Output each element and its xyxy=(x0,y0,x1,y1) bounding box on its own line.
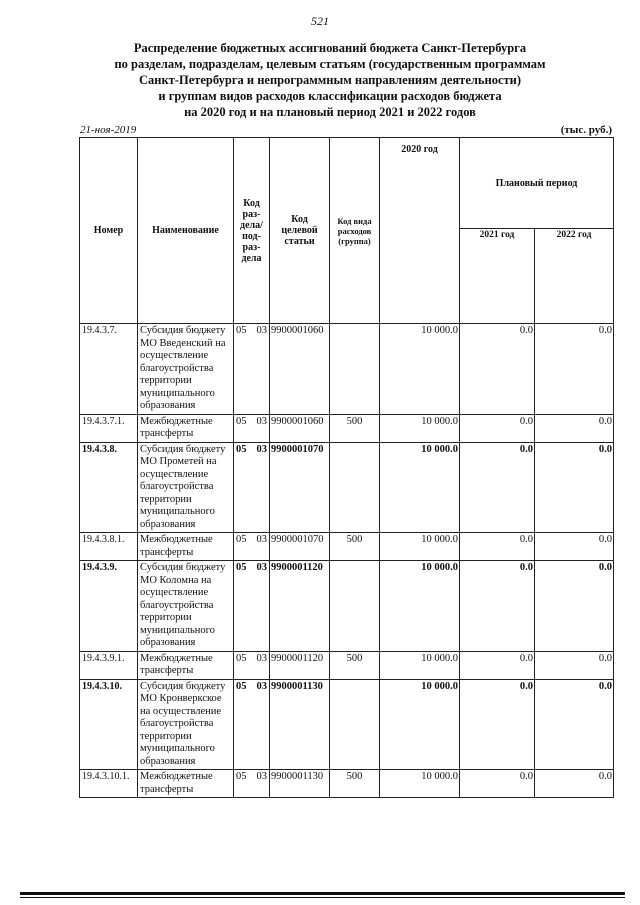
table-row xyxy=(80,414,614,442)
header-name: Наименование xyxy=(138,138,234,324)
row-amount-2020: 10 000.0 xyxy=(380,533,460,561)
footer-rule-thin xyxy=(20,897,625,898)
row-number: 19.4.3.8. xyxy=(80,442,138,533)
row-amount-2022: 0.0 xyxy=(535,533,614,561)
row-razdel xyxy=(234,770,270,798)
row-amount-2021: 0.0 xyxy=(460,442,535,533)
row-razdel-code: 05 xyxy=(236,680,247,692)
row-razdel-code: 05 xyxy=(236,562,247,573)
row-razdel-code: 05 xyxy=(236,443,247,455)
row-target-code: 9900001130 xyxy=(270,770,330,798)
row-podrazdel-code: 03 xyxy=(256,652,267,664)
row-vid-code xyxy=(330,679,380,770)
row-target-code: 9900001070 xyxy=(270,442,330,533)
header-2021: 2021 год xyxy=(460,229,535,324)
header-plan-period: Плановый период xyxy=(460,138,614,229)
row-podrazdel-code: 03 xyxy=(256,325,267,336)
row-amount-2021: 0.0 xyxy=(460,651,535,679)
row-amount-2022: 0.0 xyxy=(535,679,614,770)
row-razdel xyxy=(234,561,270,652)
row-name: Субсидия бюджету МО Введенский на осуществление благоустройства территории муниципального образования xyxy=(138,324,234,415)
table-row xyxy=(80,561,614,652)
row-razdel xyxy=(234,442,270,533)
title-line: и группам видов расходов классификации расходов бюджета xyxy=(158,89,502,103)
row-amount-2020: 10 000.0 xyxy=(380,414,460,442)
header-number: Номер xyxy=(80,138,138,324)
row-podrazdel-code: 03 xyxy=(256,680,267,692)
row-amount-2020: 10 000.0 xyxy=(380,324,460,415)
title-line: Распределение бюджетных ассигнований бюджета Санкт-Петербурга xyxy=(133,41,527,55)
row-target-code: 9900001120 xyxy=(270,561,330,652)
document-date: 21-ноя-2019 xyxy=(80,124,137,136)
row-amount-2021: 0.0 xyxy=(460,770,535,798)
row-number: 19.4.3.10.1. xyxy=(80,770,138,798)
table-row xyxy=(80,324,614,415)
page-number: 521 xyxy=(311,14,329,28)
row-name: Субсидия бюджету МО Прометей на осуществление благоустройства территории муниципального образования xyxy=(138,442,234,533)
header-2022: 2022 год xyxy=(535,229,614,324)
row-name: Межбюджетные трансферты xyxy=(138,533,234,561)
row-podrazdel-code: 03 xyxy=(256,771,267,782)
units-label: (тыс. руб.) xyxy=(560,124,612,136)
row-vid-code xyxy=(330,442,380,533)
row-razdel-code: 05 xyxy=(236,652,247,664)
row-name: Субсидия бюджету МО Коломна на осуществление благоустройства территории муниципального образования xyxy=(138,561,234,652)
row-amount-2021: 0.0 xyxy=(460,533,535,561)
row-target-code: 9900001070 xyxy=(270,533,330,561)
row-amount-2020: 10 000.0 xyxy=(380,442,460,533)
row-razdel-code: 05 xyxy=(236,325,247,336)
row-podrazdel-code: 03 xyxy=(256,443,267,455)
row-target-code: 9900001060 xyxy=(270,414,330,442)
row-number: 19.4.3.7. xyxy=(80,324,138,415)
row-razdel-code: 05 xyxy=(236,534,247,545)
row-amount-2022: 0.0 xyxy=(535,770,614,798)
row-vid-code: 500 xyxy=(330,770,380,798)
row-vid-code: 500 xyxy=(330,414,380,442)
row-vid-code: 500 xyxy=(330,533,380,561)
document-title xyxy=(70,40,590,120)
row-number: 19.4.3.10. xyxy=(80,679,138,770)
row-amount-2022: 0.0 xyxy=(535,651,614,679)
header-razdel: Код раз-дела/ под-раз-дела xyxy=(234,138,270,324)
row-vid-code xyxy=(330,561,380,652)
row-razdel xyxy=(234,651,270,679)
row-vid-code xyxy=(330,324,380,415)
row-amount-2022: 0.0 xyxy=(535,561,614,652)
budget-table xyxy=(79,137,614,798)
row-razdel-code: 05 xyxy=(236,415,247,427)
row-amount-2022: 0.0 xyxy=(535,414,614,442)
row-razdel xyxy=(234,679,270,770)
row-amount-2022: 0.0 xyxy=(535,324,614,415)
row-amount-2020: 10 000.0 xyxy=(380,679,460,770)
table-row xyxy=(80,770,614,798)
row-razdel xyxy=(234,324,270,415)
row-amount-2022: 0.0 xyxy=(535,442,614,533)
header-2020: 2020 год xyxy=(380,138,460,324)
table-row xyxy=(80,442,614,533)
row-name: Межбюджетные трансферты xyxy=(138,770,234,798)
row-amount-2020: 10 000.0 xyxy=(380,770,460,798)
row-target-code: 9900001120 xyxy=(270,651,330,679)
row-target-code: 9900001060 xyxy=(270,324,330,415)
title-line: на 2020 год и на плановый период 2021 и 2022 годов xyxy=(184,105,476,119)
row-amount-2021: 0.0 xyxy=(460,679,535,770)
row-razdel xyxy=(234,533,270,561)
title-line: по разделам, подразделам, целевым статьям (государственным программам xyxy=(114,57,546,71)
row-name: Межбюджетные трансферты xyxy=(138,414,234,442)
footer-rule xyxy=(20,892,625,895)
row-amount-2020: 10 000.0 xyxy=(380,651,460,679)
row-amount-2021: 0.0 xyxy=(460,561,535,652)
row-vid-code: 500 xyxy=(330,651,380,679)
table-row xyxy=(80,679,614,770)
row-amount-2020: 10 000.0 xyxy=(380,561,460,652)
row-razdel-code: 05 xyxy=(236,771,247,782)
row-target-code: 9900001130 xyxy=(270,679,330,770)
row-number: 19.4.3.9.1. xyxy=(80,651,138,679)
row-podrazdel-code: 03 xyxy=(256,415,267,427)
table-row xyxy=(80,651,614,679)
row-amount-2021: 0.0 xyxy=(460,414,535,442)
row-name: Межбюджетные трансферты xyxy=(138,651,234,679)
row-number: 19.4.3.9. xyxy=(80,561,138,652)
row-name: Субсидия бюджету МО Кронверкское на осуществление благоустройства территории муниципального образования xyxy=(138,679,234,770)
table-row xyxy=(80,533,614,561)
row-amount-2021: 0.0 xyxy=(460,324,535,415)
row-podrazdel-code: 03 xyxy=(256,534,267,545)
row-number: 19.4.3.8.1. xyxy=(80,533,138,561)
header-target: Код целевой статьи xyxy=(270,138,330,324)
row-podrazdel-code: 03 xyxy=(256,562,267,573)
row-number: 19.4.3.7.1. xyxy=(80,414,138,442)
row-razdel xyxy=(234,414,270,442)
title-line: Санкт-Петербурга и непрограммным направлениям деятельности) xyxy=(138,73,521,87)
header-vid: Код вида расходов (группа) xyxy=(330,138,380,324)
